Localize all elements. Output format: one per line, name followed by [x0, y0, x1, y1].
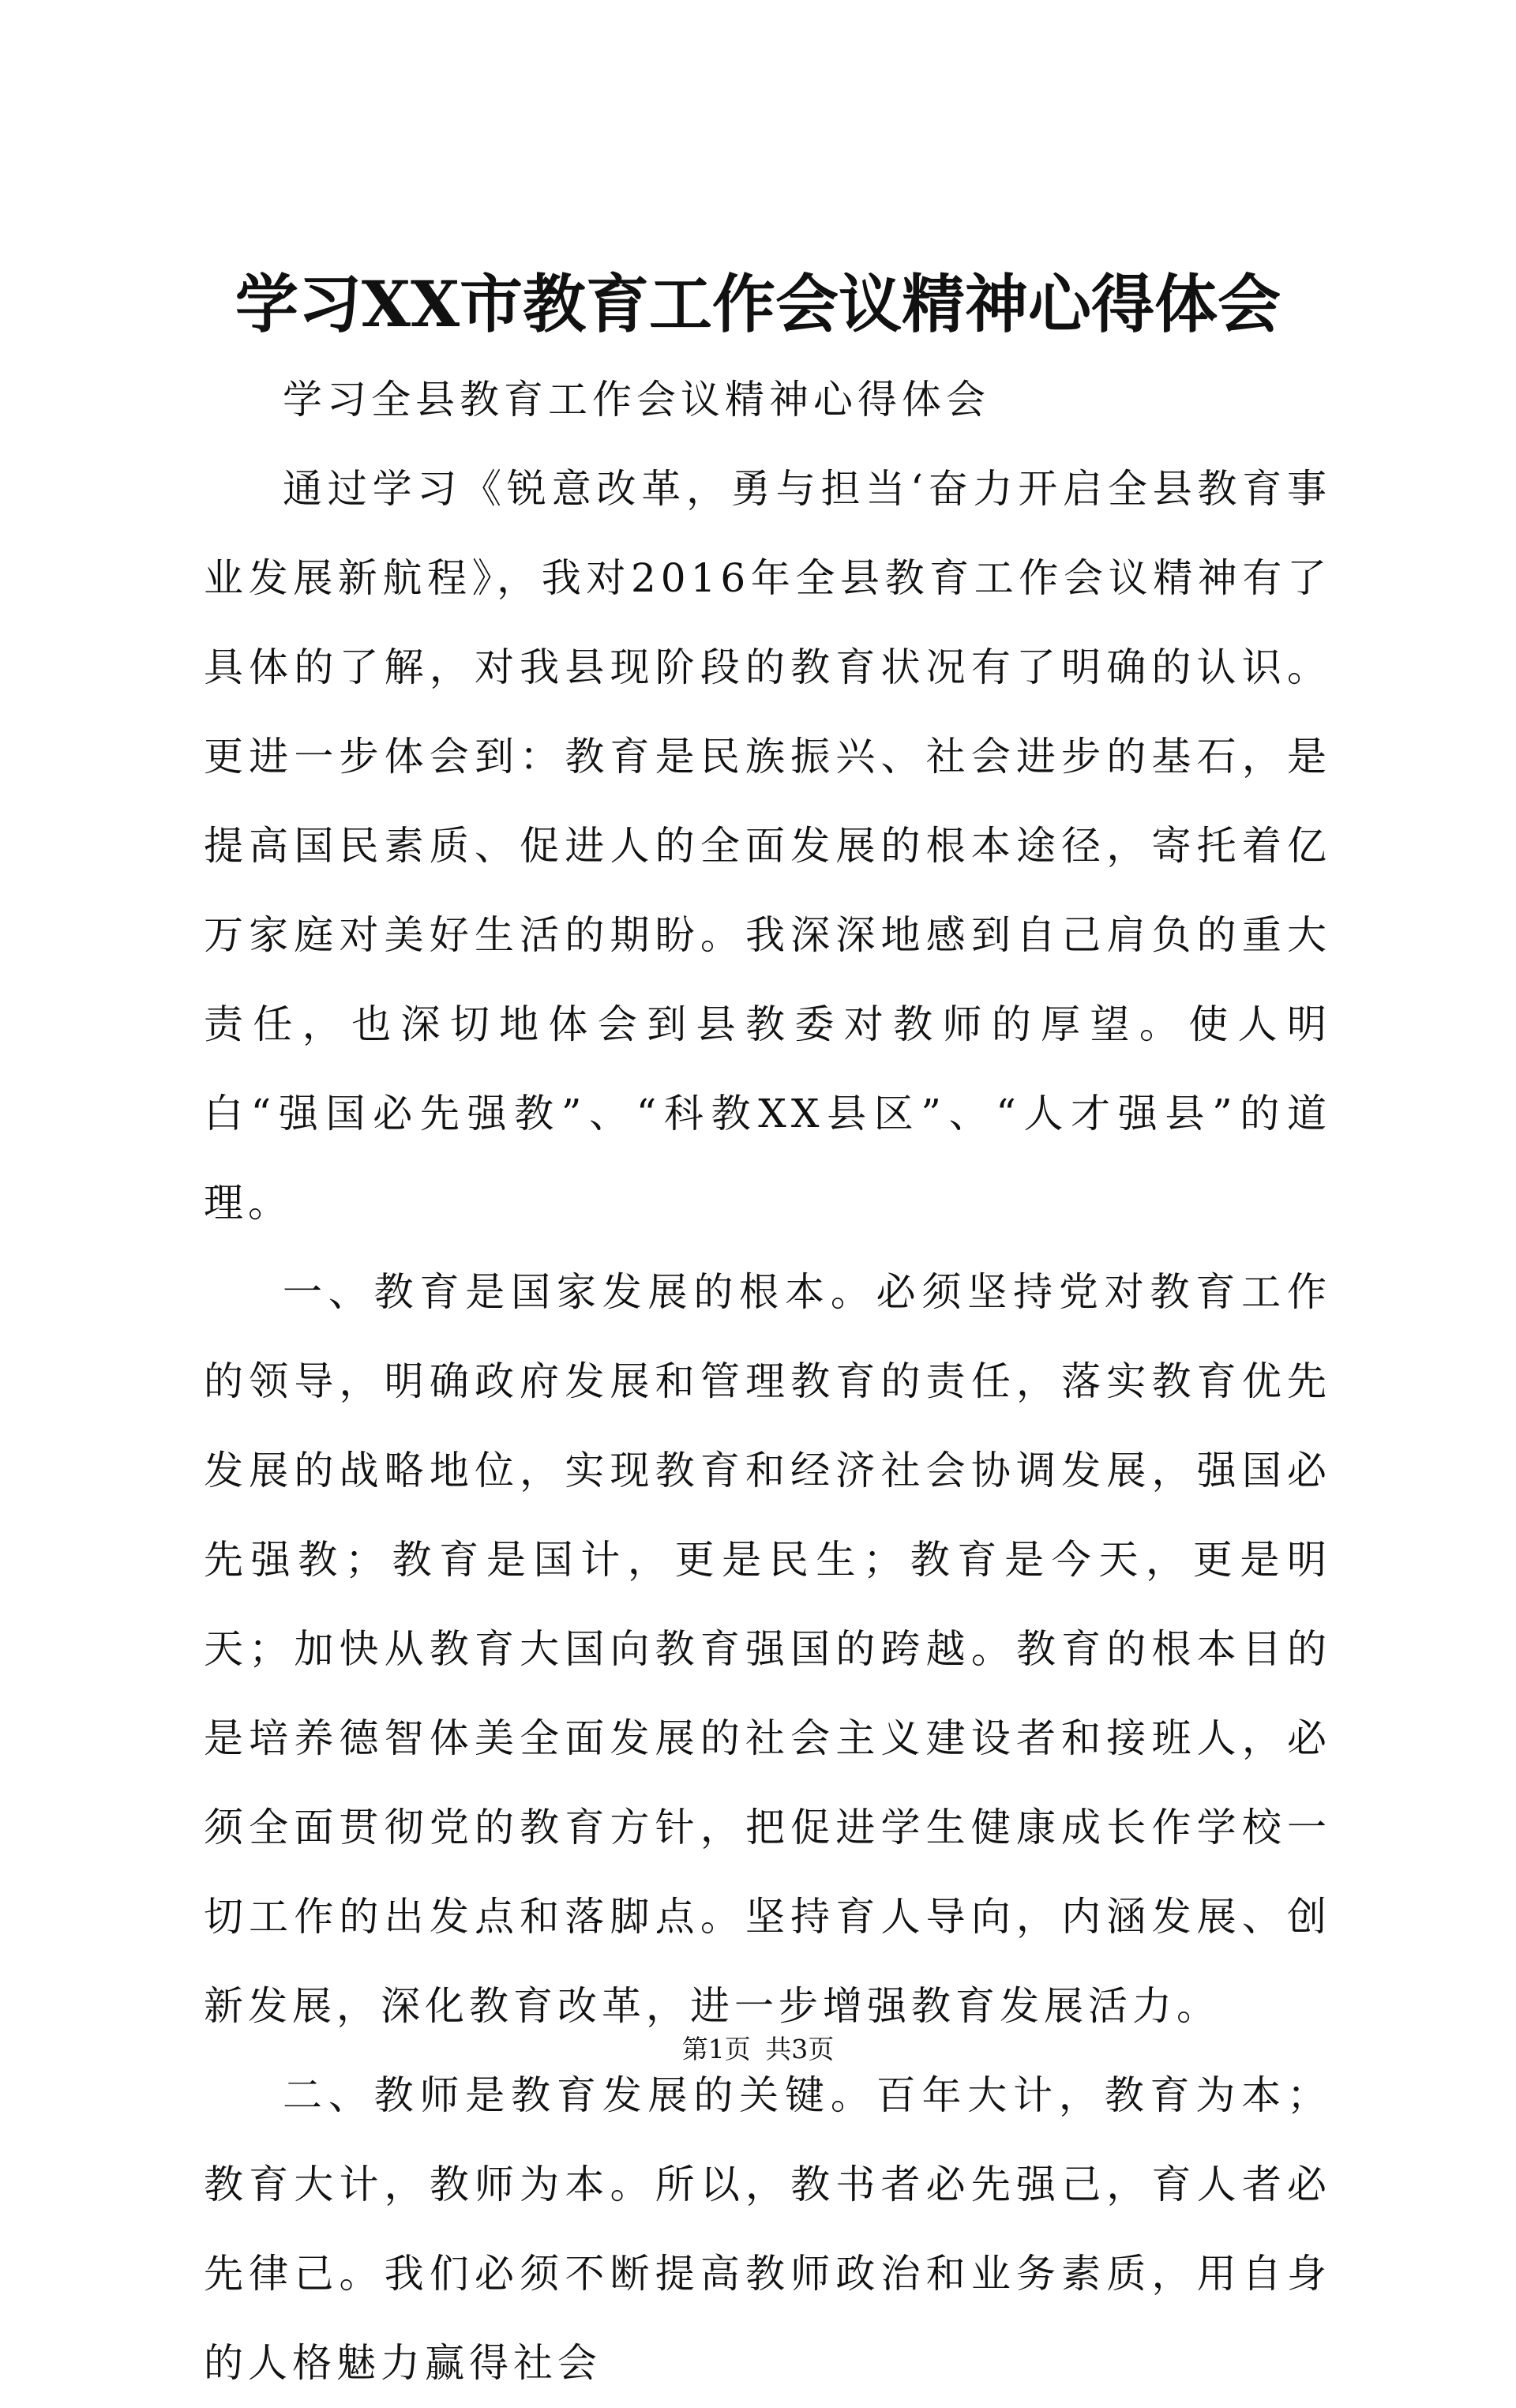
document-title: 学习XX市教育工作会议精神心得体会 — [235, 267, 1281, 341]
page-total: 共3页 — [765, 2034, 835, 2064]
section-two-paragraph: 二、教师是教育发展的关键。百年大计，教育为本；教育大计，教师为本。所以，教书者必先强己，育人者必先律己。我们必须不断提高教师政治和业务素质，用自身的人格魅力赢得社会 — [204, 2072, 1331, 2386]
page-number: 第1页 — [681, 2034, 751, 2064]
intro-paragraph: 通过学习《锐意改革，勇与担当‘奋力开启全县教育事业发展新航程》，我对2016年全县教育工作会议精神有了具体的了解，对我县现阶段的教育状况有了明确的认识。更进一步体会到：教育是民族振兴、社会进步的基石，是提高国民素质、促进人的全面发展的根本途径，寄托着亿万家庭对美好生活的期盼。我深深地感到自己肩负的重大责任，也深切地体会到县教委对教师的厚望。使人明白“强国必先强教”、“科教XX县区”、“人才强县”的道理。 — [204, 466, 1331, 1226]
page-footer — [0, 2030, 1516, 2069]
document-body — [204, 355, 1331, 2408]
section-one-paragraph: 一、教育是国家发展的根本。必须坚持党对教育工作的领导，明确政府发展和管理教育的责任，落实教育优先发展的战略地位，实现教育和经济社会协调发展，强国必先强教；教育是国计，更是民生；教育是今天，更是明天；加快从教育大国向教育强国的跨越。教育的根本目的是培养德智体美全面发展的社会主义建设者和接班人，必须全面贯彻党的教育方针，把促进学生健康成长作学校一切工作的出发点和落脚点。坚持育人导向，内涵发展、创新发展，深化教育改革，进一步增强教育发展活力。 — [204, 1269, 1331, 2029]
subtitle-paragraph: 学习全县教育工作会议精神心得体会 — [283, 377, 990, 423]
